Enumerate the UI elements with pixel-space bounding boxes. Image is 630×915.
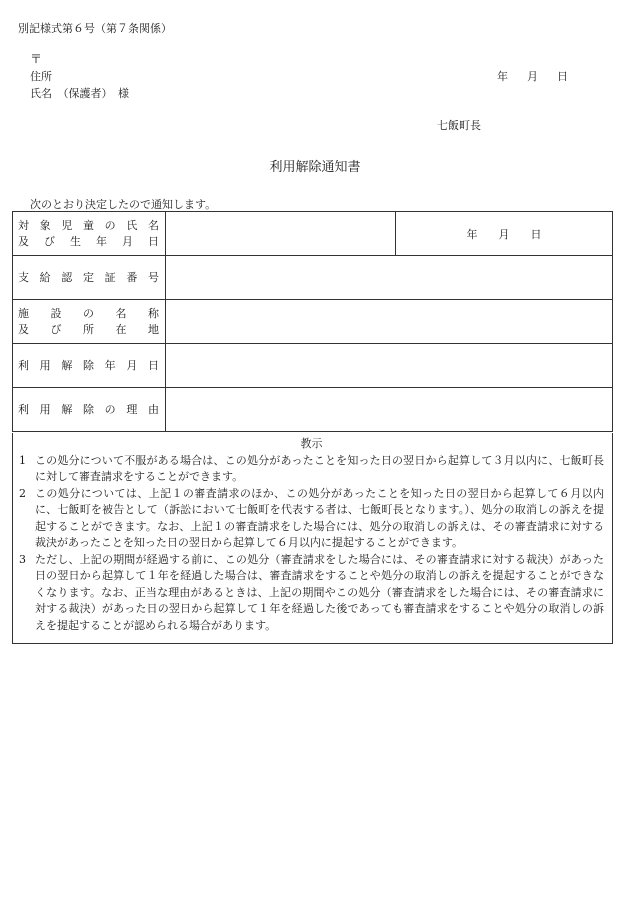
issue-date-month: 月	[527, 70, 538, 83]
issue-date-day: 日	[557, 70, 568, 83]
instruction-text: この処分について不服がある場合は、この処分があったことを知った日の翌日から起算して３月以内に、七飯町長に対して審査請求をすることができます。	[35, 453, 604, 483]
document-title: 利用解除通知書	[269, 160, 361, 175]
child-name-value[interactable]	[166, 212, 396, 256]
release-reason-value[interactable]	[166, 388, 613, 432]
dob-year: 年	[466, 227, 478, 241]
instruction-number: 1	[19, 453, 26, 467]
certificate-number-value[interactable]	[166, 256, 613, 300]
instruction-number: 3	[19, 552, 26, 566]
instruction-text: ただし、上記の期間が経過する前に、この処分（審査請求をした場合には、その審査請求に対する裁決）があった日の翌日から起算して１年を経過した場合は、審査請求をすることや処分の取消しの訴えを提起することができなくなります。なお、正当な理由があるときは、上記の期間やこの処分（審査請求をした場合には、その審査請求に対する裁決）があった日の翌日から起算して１年を経過した後であっても審査請求をすることや処分の取消しの訴えを提起することが認められる場合があります。	[35, 552, 604, 632]
release-date-label: 利用解除年月日	[13, 344, 166, 388]
recipient-name-label: 氏名 （保護者） 様	[30, 87, 129, 100]
instruction-text: この処分については、上記１の審査請求のほか、この処分があったことを知った日の翌日から起算して６月以内に、七飯町を被告として（訴訟において七飯町を代表する者は、七飯町長となります。）、処分の取消しの訴えを提起することができます。なお、上記１の審査請求をした場合には、処分の取消しの訴えは、その審査請求に対する裁決があったことを知った日の翌日から起算して６月以内に提起することができます。	[35, 486, 604, 549]
facility-label: 施設の名称 及び所在地	[13, 300, 166, 344]
table-row	[13, 212, 613, 256]
postal-mark: 〒	[30, 52, 43, 66]
notice-table	[12, 211, 613, 432]
issue-date	[497, 68, 587, 84]
instruction-item	[19, 453, 604, 486]
issue-date-year: 年	[497, 70, 508, 83]
issuer: 七飯町長	[437, 119, 481, 132]
instruction-item	[19, 486, 604, 552]
child-dob-value[interactable]	[396, 212, 613, 256]
instruction-number: 2	[19, 486, 26, 500]
instruction-item	[19, 552, 604, 635]
child-name-label: 対象児童の氏名 及び生年月日	[13, 212, 166, 256]
form-number: 別記様式第６号（第７条関係）	[18, 22, 172, 35]
address-label: 住所	[30, 70, 52, 83]
table-row	[13, 300, 613, 344]
table-row	[13, 344, 613, 388]
dob-day: 日	[530, 227, 542, 241]
certificate-number-label: 支給認定証番号	[13, 256, 166, 300]
instructions-box	[12, 433, 613, 644]
intro-text: 次のとおり決定したので通知します。	[30, 198, 217, 211]
table-row	[13, 256, 613, 300]
instructions-heading: 教示	[300, 437, 323, 450]
release-reason-label: 利用解除の理由	[13, 388, 166, 432]
facility-value[interactable]	[166, 300, 613, 344]
release-date-value[interactable]	[166, 344, 613, 388]
dob-month: 月	[498, 227, 510, 241]
table-row	[13, 388, 613, 432]
